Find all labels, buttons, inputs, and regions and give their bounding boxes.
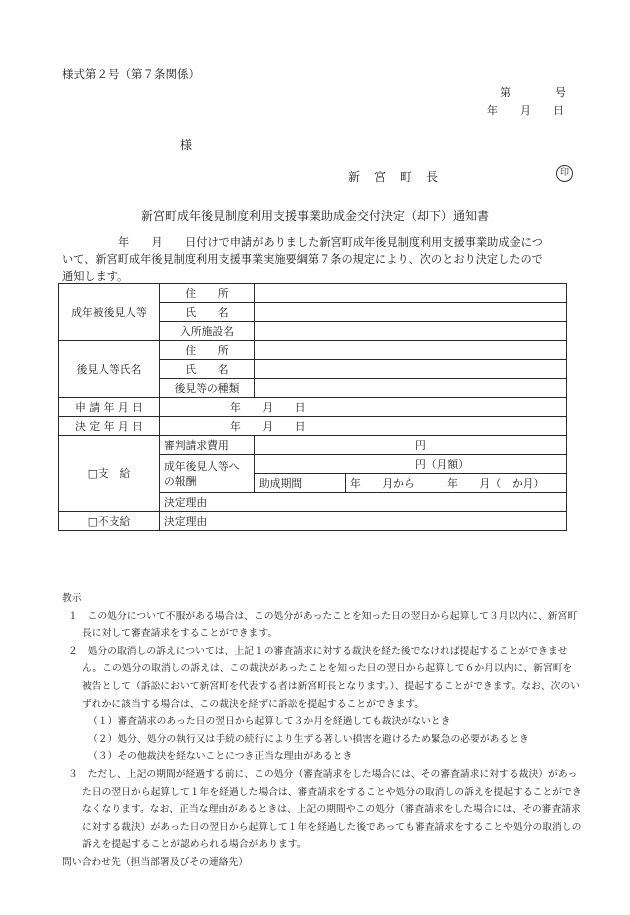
guardian-type-value bbox=[255, 379, 567, 398]
remuneration-label-line: 成年後見人等へ bbox=[164, 459, 240, 473]
ward-name-label: 氏 名 bbox=[160, 303, 255, 322]
guardian-name-label: 氏 名 bbox=[160, 360, 255, 379]
addressee: 様 bbox=[180, 138, 193, 152]
decision-date-label: 決 定 年 月 日 bbox=[59, 417, 160, 436]
payment-reason: 決定理由 bbox=[160, 493, 567, 512]
grant-period-value: 年 月から 年 月（ か月） bbox=[346, 474, 567, 493]
ward-name-value bbox=[255, 303, 567, 322]
application-date-label: 申 請 年 月 日 bbox=[59, 398, 160, 417]
intro-paragraph bbox=[62, 234, 582, 285]
ward-facility-value bbox=[255, 322, 567, 341]
note-item: ２ 処分の取消しの訴えについては、上記１の審査請求に対する裁決を経た後でなければ提起することができません。この処分の取消しの訴えは、この裁決があったことを知った日の翌日から起算して６か月以内に、新宮町を被告として（訴訟において新宮町を代表する者は新宮町長となります。）、提起することができます。なお、次のいずれかに該当する場合は、この裁決を経ずに訴訟を提起することができます。 bbox=[68, 645, 581, 710]
guardian-name-value bbox=[255, 360, 567, 379]
instruction-notes bbox=[62, 590, 582, 872]
application-date-value: 年 月 日 bbox=[160, 398, 567, 417]
guardian-type-label: 後見等の種類 bbox=[160, 379, 255, 398]
note-sub-item: （１）審査請求のあった日の翌日から起算して３か月を経過しても裁決がないとき bbox=[88, 716, 451, 728]
remuneration-label-line: の報酬 bbox=[164, 474, 197, 488]
intro-line: いて、新宮町成年後見制度利用支援事業実施要綱第７条の規定により、次のとおり決定したので bbox=[62, 253, 543, 266]
nonpayment-reason: 決定理由 bbox=[160, 512, 567, 531]
guardian-address-label: 住 所 bbox=[160, 341, 255, 360]
note-sub-item: （３）その他裁決を経ないことにつき正当な理由があるとき bbox=[88, 751, 353, 763]
decision-table bbox=[58, 283, 567, 531]
ward-facility-label: 入所施設名 bbox=[160, 322, 255, 341]
remuneration-label bbox=[160, 455, 255, 493]
note-sub-item: （２）処分、処分の執行又は手続の続行により生ずる著しい損害を避けるため緊急の必要があるとき bbox=[88, 733, 529, 745]
notes-heading: 教示 bbox=[62, 593, 82, 604]
grant-period-label: 助成期間 bbox=[255, 474, 346, 493]
sender-mayor: 新 宮 町 長 bbox=[348, 170, 440, 184]
ward-address-value bbox=[255, 284, 567, 303]
remuneration-monthly: 円（月額） bbox=[255, 455, 567, 474]
note-item: ３ ただし、上記の期間が経過する前に、この処分（審査請求をした場合には、その審査請求に対する裁決）があった日の翌日から起算して１年を経過した場合は、審査請求をすることや処分の取消しの訴えを提起することができなくなります。なお、正当な理由があるときは、上記の期間やこの処分（審査請求をした場合には、その審査請求に対する裁決）があった日の翌日から起算して１年を経過した後であっても審査請求をすることや処分の取消しの訴えを提起することが認められる場合があります。 bbox=[68, 768, 582, 851]
document-date: 年 月 日 bbox=[487, 104, 564, 117]
document-number: 第 号 bbox=[500, 86, 566, 99]
ward-address-label: 住 所 bbox=[160, 284, 255, 303]
document-title: 新宮町成年後見制度利用支援事業助成金交付決定（却下）通知書 bbox=[140, 209, 489, 223]
court-fee-label: 審判請求費用 bbox=[160, 436, 255, 455]
nonpayment-checkbox-label: □不支給 bbox=[59, 512, 160, 531]
note-item: １ この処分について不服がある場合は、この処分があったことを知った日の翌日から起算して３月以内に、新宮町長に対して審査請求をすることができます。 bbox=[68, 610, 578, 640]
intro-line: 年 月 日付けで申請がありました新宮町成年後見制度利用支援事業助成金につ bbox=[62, 236, 543, 249]
court-fee-yen: 円 bbox=[255, 436, 567, 455]
decision-date-value: 年 月 日 bbox=[160, 417, 567, 436]
contact-info: 問い合わせ先（担当部署及びその連絡先） bbox=[62, 856, 249, 868]
ward-heading: 成年被後見人等 bbox=[59, 284, 160, 341]
seal-icon: 印 bbox=[556, 165, 573, 182]
intro-line: 通知します。 bbox=[62, 270, 129, 283]
payment-checkbox-label: □支 給 bbox=[59, 436, 160, 512]
guardian-heading: 後見人等氏名 bbox=[59, 341, 160, 398]
form-number: 様式第２号（第７条関係） bbox=[62, 67, 200, 81]
guardian-address-value bbox=[255, 341, 567, 360]
